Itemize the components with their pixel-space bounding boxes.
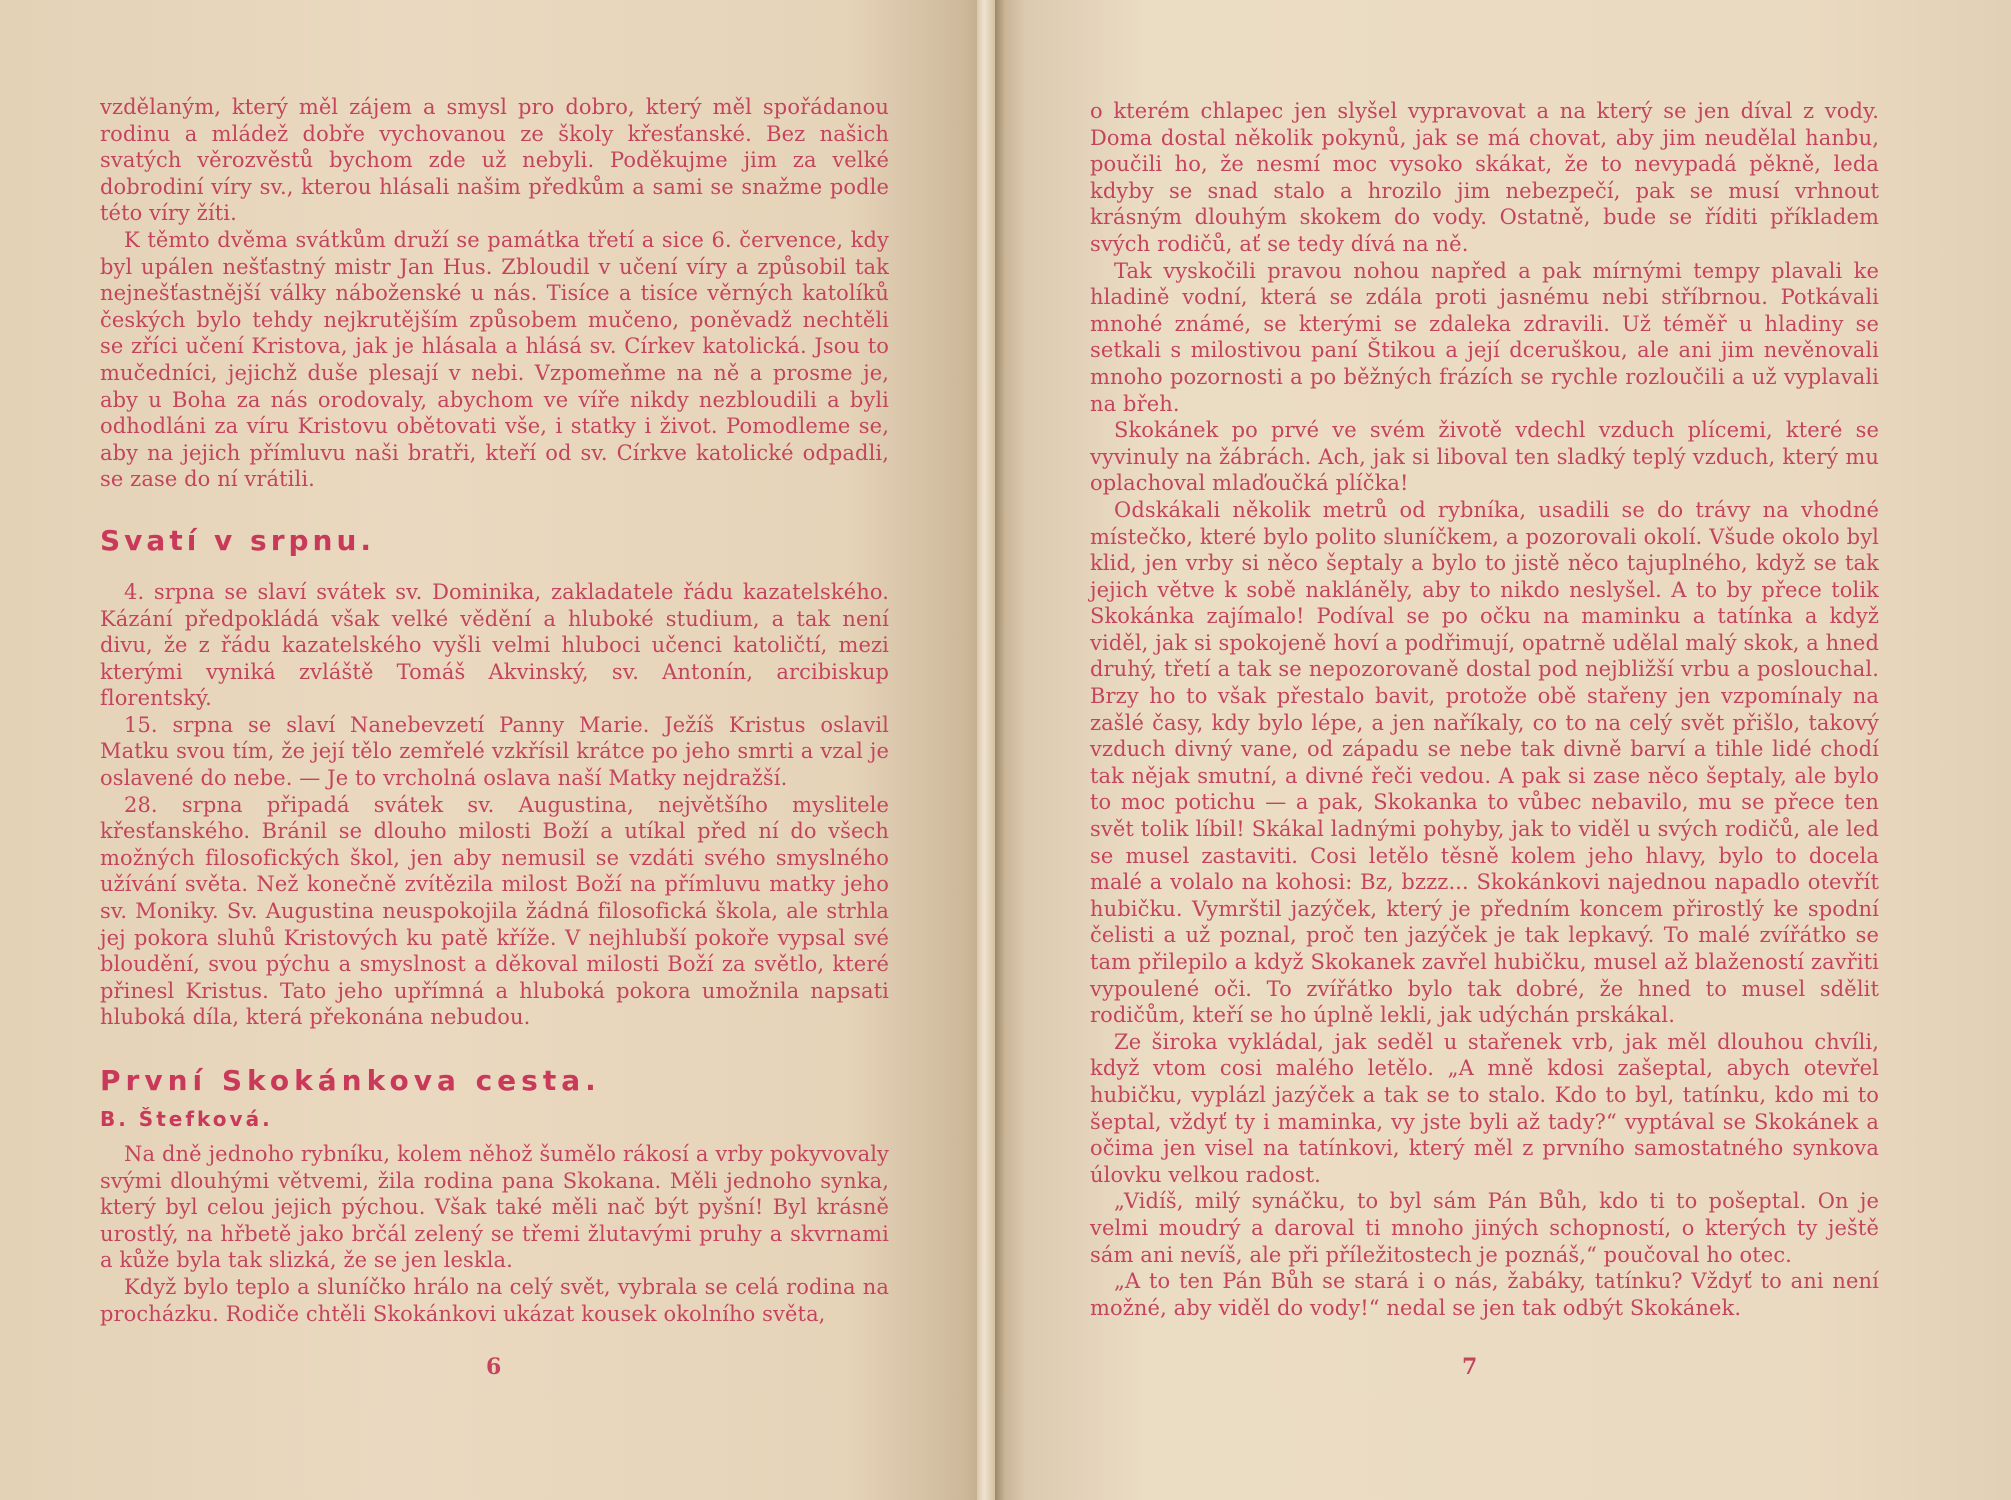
paragraph: Když bylo teplo a sluníčko hrálo na celý svět, vybrala se celá rodina na procházku. Rodiče chtěli Skokánkovi ukázat kousek okolního světa,	[100, 1274, 889, 1326]
paragraph: „A to ten Pán Bůh se stará i o nás, žabáky, tatínku? Vždyť to ani není možné, aby viděl do vody!“ nedal se jen tak odbýt Skokánek.	[1090, 1269, 1879, 1320]
paragraph: vzdělaným, který měl zájem a smysl pro dobro, který měl spořádanou rodinu a mládež dobře vychovanou ze školy křesťanské. Bez našich svatých věrozvěstů bychom zde už nebyli. Poděkujme jim za velké dobrodiní víry sv., kterou hlásali našim předkům a sami se snažme podle této víry žíti.	[100, 95, 889, 226]
page-number: 7	[1462, 1354, 1478, 1380]
paragraph: Ze široka vykládal, jak seděl u stařenek vrb, jak měl dlouhou chvíli, když vtom cosi malého letělo. „A mně kdosi zašeptal, abych otevřel hubičku, vyplázl jazýček a tak se to stalo. Kdo to byl, tatínku, kdo mi to šeptal, vždyť ty i maminka, vy jste byli až tady?“ vyptával se Skokánek a očima jen visel na tatínkovi, který měl z prvního samostatného synkova úlovku velkou radost.	[1090, 1029, 1879, 1187]
story-author: B. Štefková.	[100, 1107, 273, 1131]
right-page	[995, 0, 2011, 1500]
page-fold-shadow	[995, 0, 1005, 1500]
paragraph: Odskákali několik metrů od rybníka, usadili se do trávy na vhodné místečko, které bylo polito sluníčkem, a pozorovali okolí. Všude okolo byl klid, jen vrby si něco šeptaly a bylo to jistě něco tajuplného, když se tak jejich větve k sobě nakláněly, aby to nikdo neslyšel. A to by přece tolik Skokánka zajímalo! Podíval se po očku na maminku a tatínka a když viděl, jak si spokojeně hoví a podřimují, opatrně udělal malý skok, a hned druhý, třetí a tak se nepozorovaně dostal pod nejbližší vrbu a poslouchal. Brzy ho to však přestalo bavit, protože obě stařeny jen vzpomínaly na zašlé časy, kdy bylo lépe, a jen naříkaly, co to na celý svět přišlo, takový vzduch divný vane, od západu se nebe tak divně barví a tihle lidé chodí tak nějak smutní, a divné řeči vedou. A pak si zase něco šeptaly, ale bylo to moc potichu — a pak, Skokanka to vůbec nebavilo, mu se přece ten svět tolik líbil! Skákal ladnými pohyby, jak to viděl u svých rodičů, ale led se musel zastaviti. Cosi letělo těsně kolem jeho hlavy, bylo to docela malé a volalo na kohosi: Bz, bzzz... Skokánkovi najednou napadlo otevřít hubičku. Vymrštil jazýček, který je předním koncem přirostlý ke spodní čelisti a už poznal, proč ten jazýček je tak lepkavý. To malé zvířátko se tam přilepilo a když Skokanek zavřel hubičku, musel až blažeností zavřiti vypoulené oči. To zvířátko bylo tak dobré, že hned to musel sdělit rodičům, kteří se ho úplně lekli, jak udýchán prskákal.	[1090, 497, 1879, 1028]
paragraph: 15. srpna se slaví Nanebevzetí Panny Marie. Ježíš Kristus oslavil Matku svou tím, že její tělo zemřelé vzkřísil krátce po jeho smrti a vzal je oslavené do nebe. — Je to vrcholná oslava naší Matky nejdražší.	[100, 712, 889, 791]
paragraph: 4. srpna se slaví svátek sv. Dominika, zakladatele řádu kazatelského. Kázání předpokládá však velké vědění a hluboké studium, a tak není divu, že z řádu kazatelského vyšli velmi hluboci učenci katoličtí, mezi kterými vyniká zvláště Tomáš Akvinský, sv. Antonín, arcibiskup florentský.	[100, 579, 889, 711]
story-title: První Skokánkova cesta.	[100, 1064, 601, 1097]
paragraph: Skokánek po prvé ve svém životě vdechl vzduch plícemi, které se vyvinuly na žábrách. Ach, jak si liboval ten sladký teplý vzduch, který mu oplachoval mlaďoučká plíčka!	[1090, 418, 1879, 496]
section-heading-saints: Svatí v srpnu.	[100, 523, 376, 557]
paragraph: Tak vyskočili pravou nohou napřed a pak mírnými tempy plavali ke hladině vodní, která se zdála proti jasnému nebi stříbrnou. Potkávali mnohé známé, se kterými se zdaleka zdravili. Už téměř u hladiny se setkali s milostivou paní Štikou a její dceruškou, ale ani jim nevěnovali mnoho pozornosti a po běžných frázích se rychle rozloučili a už vyplavali na břeh.	[1090, 258, 1879, 416]
left-page	[0, 0, 995, 1500]
page-gutter-shadow	[977, 0, 995, 1500]
paragraph: o kterém chlapec jen slyšel vypravovat a na který se jen díval z vody. Doma dostal několik pokynů, jak se má chovat, aby jim neudělal hanbu, poučili ho, že nesmí moc vysoko skákat, že to nevypadá pěkně, leda kdyby se snad stalo a hrozilo jim nebezpečí, pak se musí vrhnout krásným dlouhým skokem do vody. Ostatně, bude se říditi příkladem svých rodičů, ať se tedy dívá na ně.	[1090, 99, 1879, 256]
page-number: 6	[486, 1354, 502, 1380]
paragraph: Na dně jednoho rybníku, kolem něhož šumělo rákosí a vrby pokyvovaly svými dlouhými větvemi, žila rodina pana Skokana. Měli jednoho synka, který byl celou jejich pýchou. Však také měli nač být pyšní! Byl krásně urostlý, na hřbetě jako brčál zelený se třemi žlutavými pruhy a skvrnami a kůže byla tak slizká, že se jen leskla.	[100, 1142, 889, 1273]
paragraph: „Vidíš, milý synáčku, to byl sám Pán Bůh, kdo ti to pošeptal. On je velmi moudrý a daroval ti mnoho jiných schopností, o kterých ty ještě sám ani nevíš, ale při příležitostech je poznáš,“ poučoval ho otec.	[1090, 1189, 1879, 1267]
paragraph: K těmto dvěma svátkům druží se památka třetí a sice 6. července, kdy byl upálen nešťastný mistr Jan Hus. Zbloudil v učení víry a způsobil tak nejnešťastnější války náboženské u nás. Tisíce a tisíce věrných katolíků českých bylo tehdy nejkrutějším způsobem mučeno, poněvadž nechtěli se zříci učení Kristova, jak je hlásala a hlásá sv. Církev katolická. Jsou to mučedníci, jejichž duše plesají v nebi. Vzpomeňme na ně a prosme je, aby u Boha za nás orodovaly, abychom ve víře nikdy nezbloudili a byli odhodláni za víru Kristovu obětovati vše, i statky i život. Pomodleme se, aby na jejich přímluvu naši bratři, kteří od sv. Církve katolické odpadli, se zase do ní vrátili.	[100, 227, 889, 492]
paragraph: 28. srpna připadá svátek sv. Augustina, největšího myslitele křesťanského. Bránil se dlouho milosti Boží a utíkal před ní do všech možných filosofických škol, jen aby nemusil se vzdáti svého smyslného užívání světa. Než konečně zvítězila milost Boží na přímluvu matky jeho sv. Moniky. Sv. Augustina neuspokojila žádná filosofická škola, ale strhla jej pokora sluhů Kristových ku patě kříže. V nejhlubší pokoře vypsal své bloudění, svou pýchu a smyslnost a děkoval milosti Boží za světlo, které přinesl Kristus. Tato jeho upřímná a hluboká pokora umožnila napsati hluboká díla, která překonána nebudou.	[100, 792, 889, 1030]
